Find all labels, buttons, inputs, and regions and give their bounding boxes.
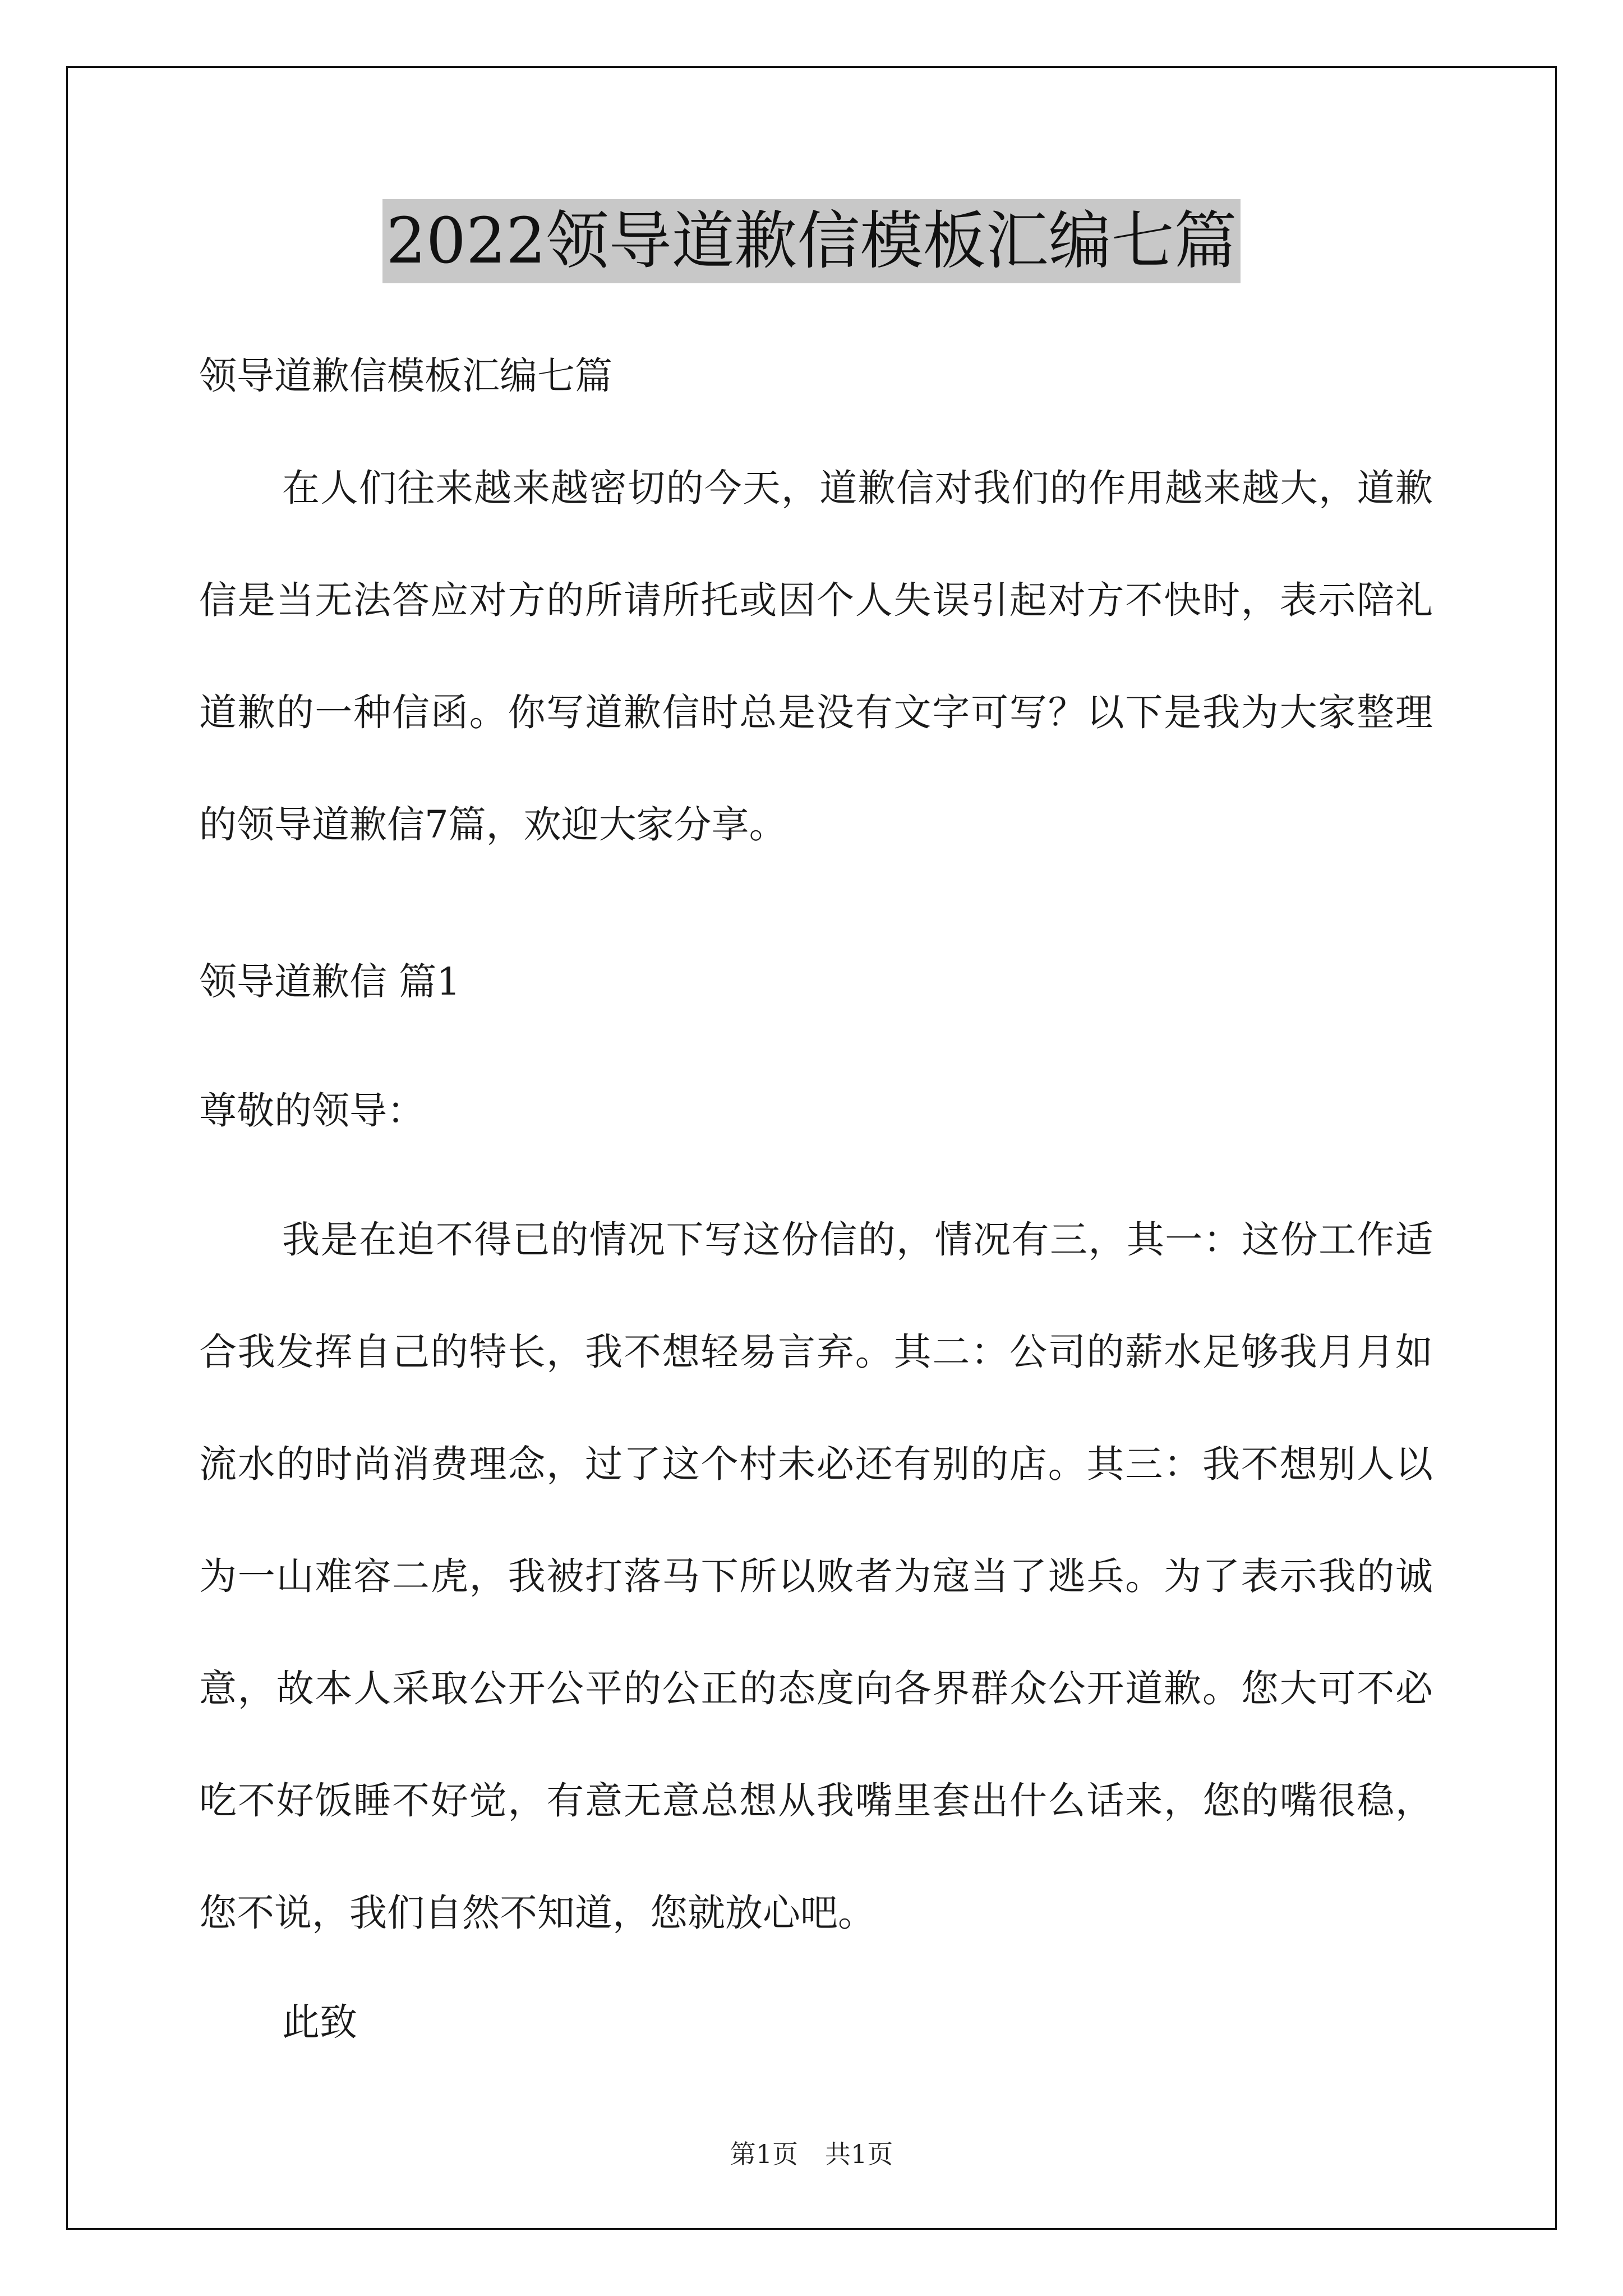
- closing: 此致: [282, 2000, 357, 2044]
- intro-paragraph: 在人们往来越来越密切的今天，道歉信对我们的作用越来越大，道歉信是当无法答应对方的所请所托或因个人失误引起对方不快时，表示陪礼道歉的一种信函。你写道歉信时总是没有文字可写？以下是我为大家整理的领导道歉信7篇，欢迎大家分享。: [199, 466, 1433, 846]
- page-number: 第1页: [730, 2139, 798, 2169]
- page-total: 共1页: [825, 2139, 893, 2169]
- section-heading: 领导道歉信 篇1: [199, 960, 460, 1004]
- salutation: 尊敬的领导：: [199, 1089, 425, 1133]
- document-subtitle: 领导道歉信模板汇编七篇: [199, 354, 612, 398]
- body-paragraph: 我是在迫不得已的情况下写这份信的，情况有三，其一：这份工作适合我发挥自己的特长，我不想轻易言弃。其二：公司的薪水足够我月月如流水的时尚消费理念，过了这个村未必还有别的店。其三：我不想别人以为一山难容二虎，我被打落马下所以败者为寇当了逃兵。为了表示我的诚意，故本人采取公开公平的公正的态度向各界群众公开道歉。您大可不必吃不好饭睡不好觉，有意无意总想从我嘴里套出什么话来，您的嘴很稳，您不说，我们自然不知道，您就放心吧。: [199, 1218, 1433, 1935]
- document-title: 2022领导道歉信模板汇编七篇: [382, 199, 1240, 283]
- page-footer: [0, 2137, 1623, 2171]
- document-title-block: [0, 199, 1623, 283]
